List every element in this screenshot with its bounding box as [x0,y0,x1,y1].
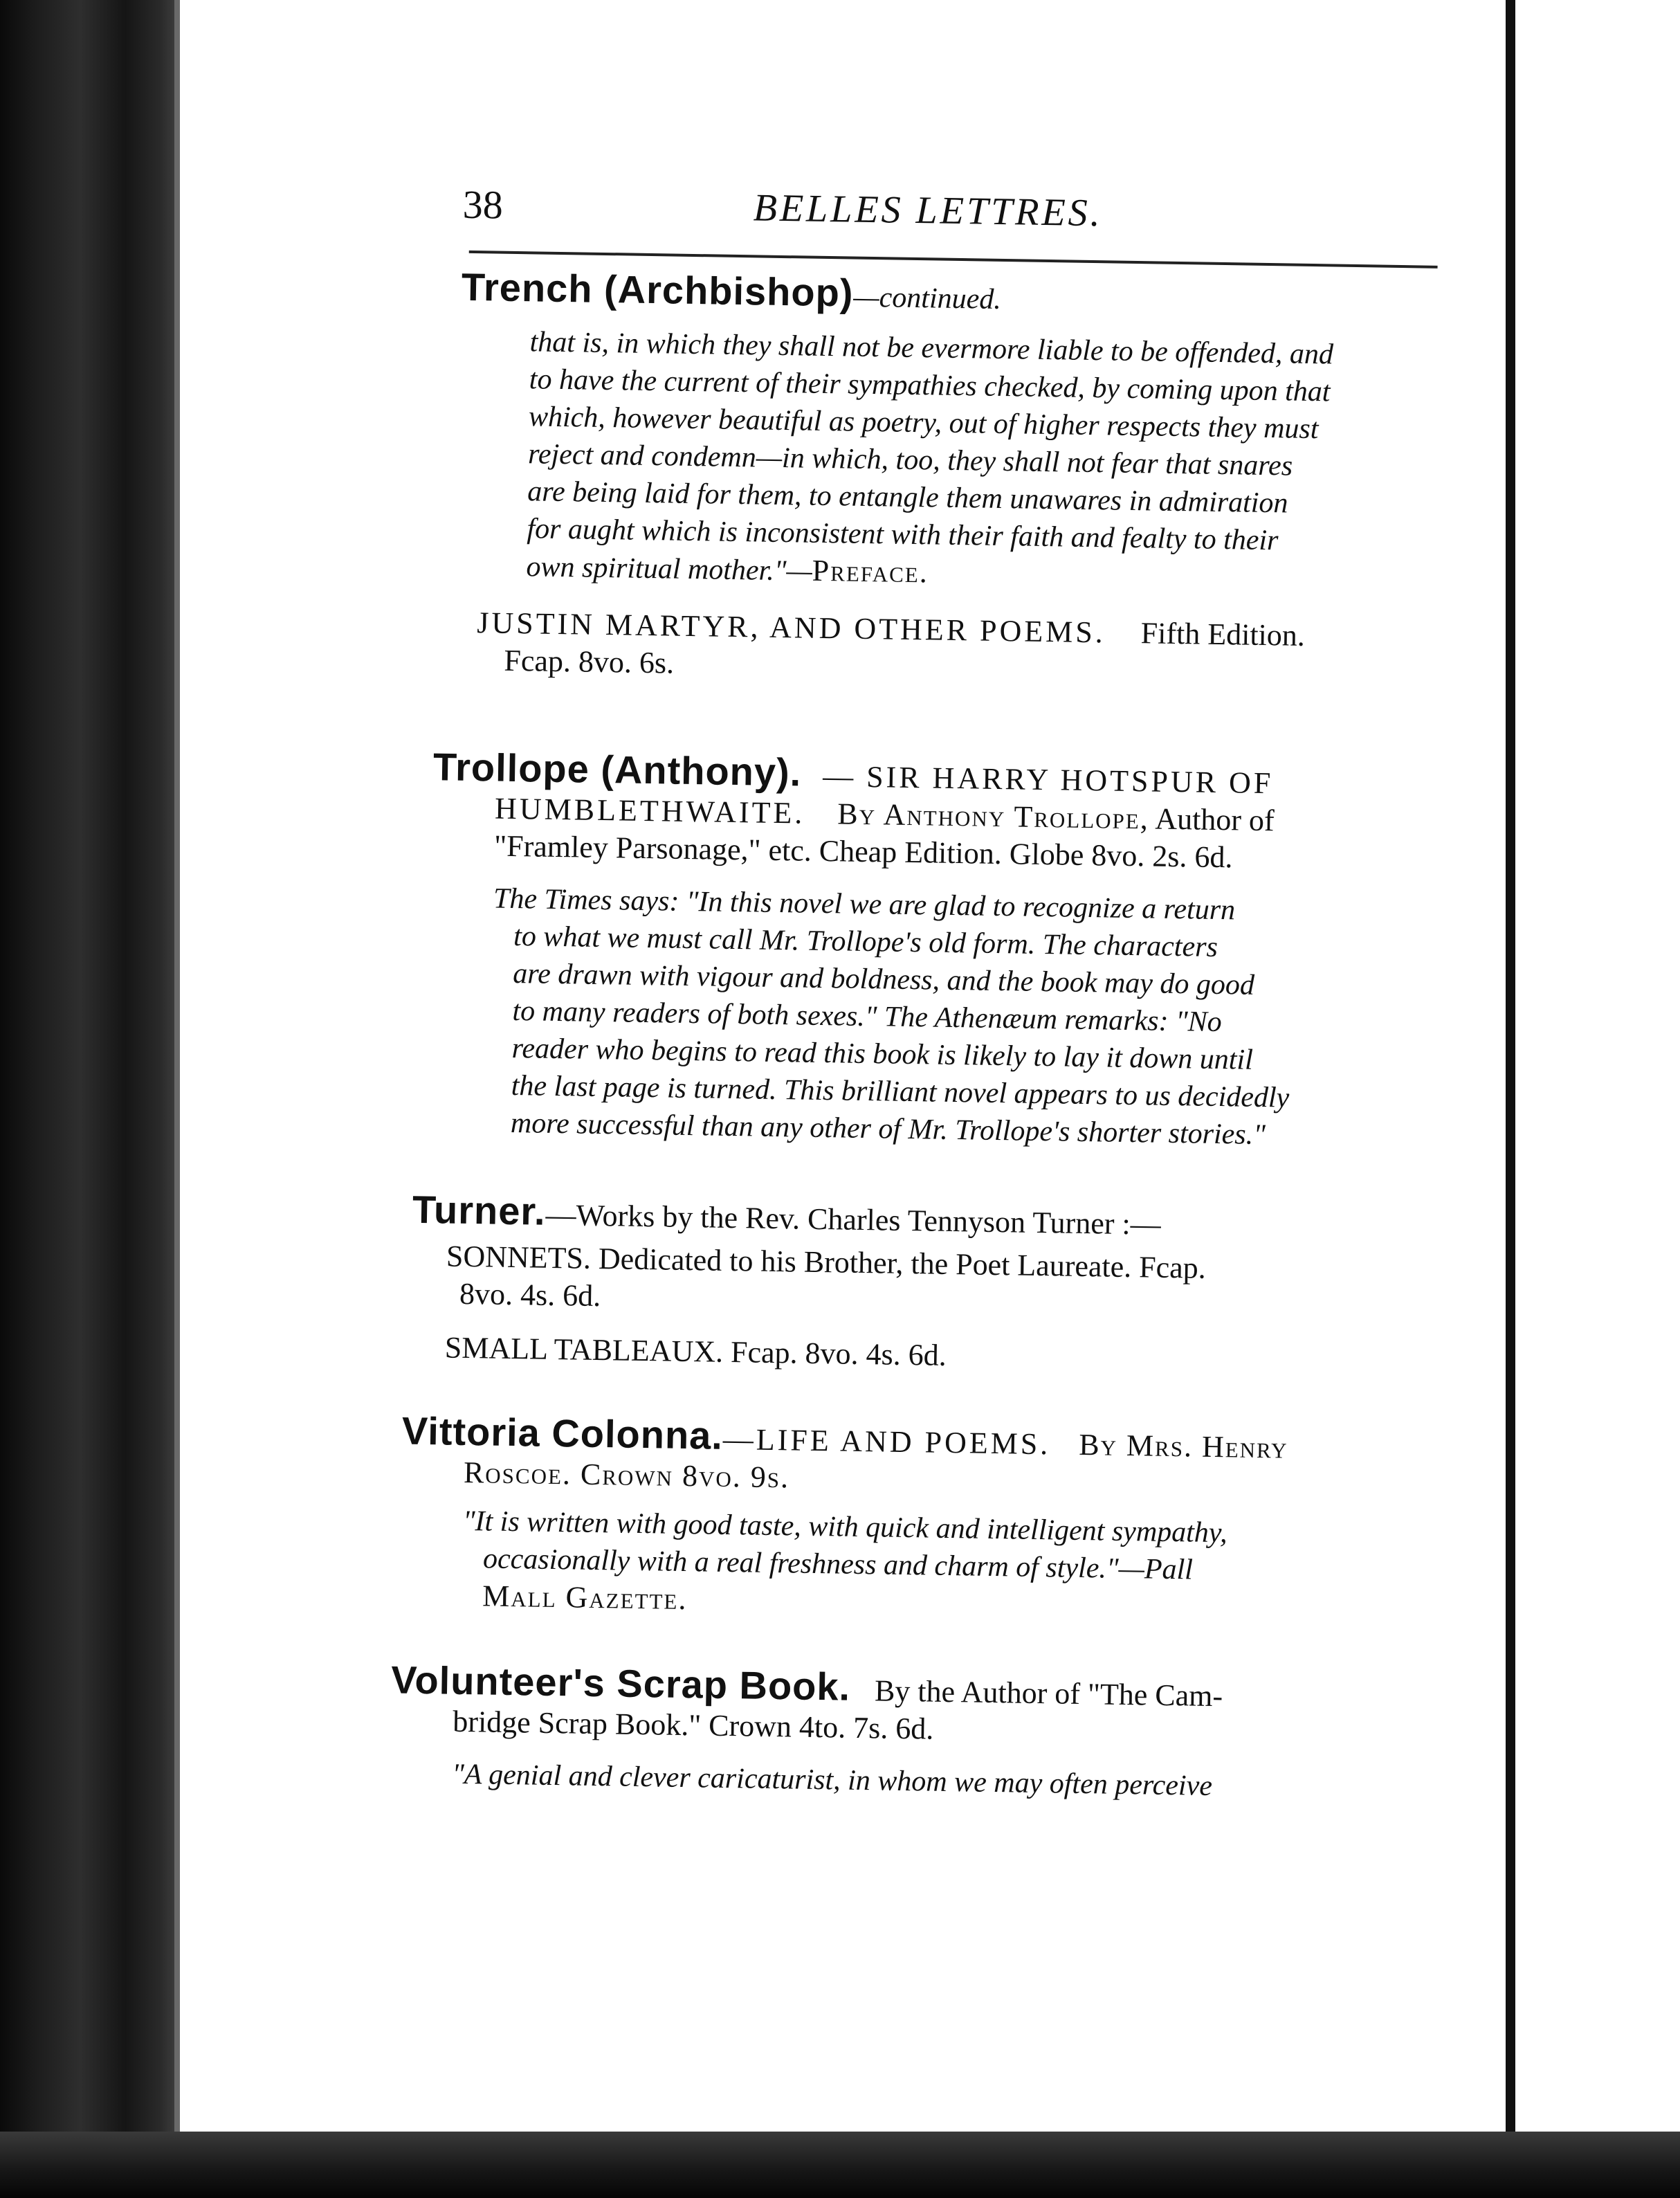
byline: By Mrs. Henry [1078,1427,1288,1465]
entry-trench [455,264,1335,693]
quote-line: which, however beautiful as poetry, out of higher respects they must [528,401,1319,446]
review-line: more successful than any other of Mr. Trollope's shorter stories." [510,1107,1266,1152]
book-title: —LIFE AND POEMS. [722,1422,1051,1462]
entry-turner [410,1187,1207,1379]
running-head: BELLES LETTRES. [753,186,1104,235]
quote-line: for aught which is inconsistent with their faith and fealty to their [527,513,1279,557]
review-line: reader who begins to read this book is likely to lay it down until [511,1032,1254,1076]
entry-volunteer [390,1657,1223,1805]
book-title-line: HUMBLETHWAITE. [494,791,805,830]
format-line: bridge Scrap Book." Crown 4to. 7s. 6d. [453,1704,934,1746]
continued-label: —continued. [853,281,1002,316]
entry-heading: Trench (Archbishop) [461,264,854,315]
book-spine [0,0,179,2198]
quote-source: Preface. [812,553,929,590]
sonnets-line: SONNETS. Dedicated to his Brother, the Poet Laureate. Fcap. [446,1239,1207,1285]
bottom-shadow [0,2132,1680,2198]
page [386,152,1439,1803]
review-line: to many readers of both sexes." The Athenæum remarks: "No [512,994,1223,1039]
spine-edge [174,0,180,2198]
tableaux-line: SMALL TABLEAUX. Fcap. 8vo. 4s. 6d. [444,1330,947,1372]
byline: By Anthony Trollope, [837,797,1150,836]
entry-heading: Trollope (Anthony). [432,745,802,794]
byline: By the Author of "The Cam- [874,1673,1223,1714]
page-header [386,152,1439,245]
entry-trollope [428,745,1295,1154]
entry-heading: Volunteer's Scrap Book. [390,1657,851,1709]
format-line: Roscoe. Crown 8vo. 9s. [463,1455,790,1495]
entry-colonna [399,1408,1288,1628]
right-margin [1506,0,1680,2198]
book-title: JUSTIN MARTYR, AND OTHER POEMS. [476,606,1106,650]
quote-line: reject and condemn—in which, too, they shall not fear that snares [527,438,1293,482]
review-line: The Times says: "In this novel we are glad to recognize a return [493,882,1236,927]
quote-line: to have the current of their sympathies checked, by coming upon that [529,363,1331,408]
page-number: 38 [462,181,504,228]
book-format: Fcap. 8vo. 6s. [504,643,675,680]
quote-line: own spiritual mother."— [526,551,813,588]
quote-line: that is, in which they shall not be evermore liable to be offended, and [529,326,1334,371]
review-line: "A genial and clever caricaturist, in whom we may often perceive [451,1758,1213,1803]
header-rule [469,251,1438,269]
turner-intro: —Works by the Rev. Charles Tennyson Turner :— [545,1197,1162,1242]
byline-rest: Author of [1155,801,1275,838]
edition-line: "Framley Parsonage," etc. Cheap Edition. Globe 8vo. 2s. 6d. [493,828,1233,875]
review-line: the last page is turned. This brilliant novel appears to us decidedly [511,1069,1290,1114]
review-source: Mall Gazette. [482,1579,688,1617]
review-line: occasionally with a real freshness and charm of style."—Pall [482,1543,1194,1586]
review-line: "It is written with good taste, with quick and intelligent sympathy, [462,1505,1228,1550]
page-edge-line [1506,0,1515,2132]
entry-heading: Turner. [412,1187,547,1233]
sonnets-format: 8vo. 4s. 6d. [459,1276,601,1314]
book-edition: Fifth Edition. [1140,616,1306,653]
quote-line: are being laid for them, to entangle them unawares in admiration [527,475,1288,520]
entry-heading: Vittoria Colonna. [401,1408,724,1457]
review-line: to what we must call Mr. Trollope's old form. The characters [513,920,1218,963]
review-line: are drawn with vigour and boldness, and the book may do good [513,957,1255,1001]
book-title-line: — SIR HARRY HOTSPUR OF [822,759,1274,801]
